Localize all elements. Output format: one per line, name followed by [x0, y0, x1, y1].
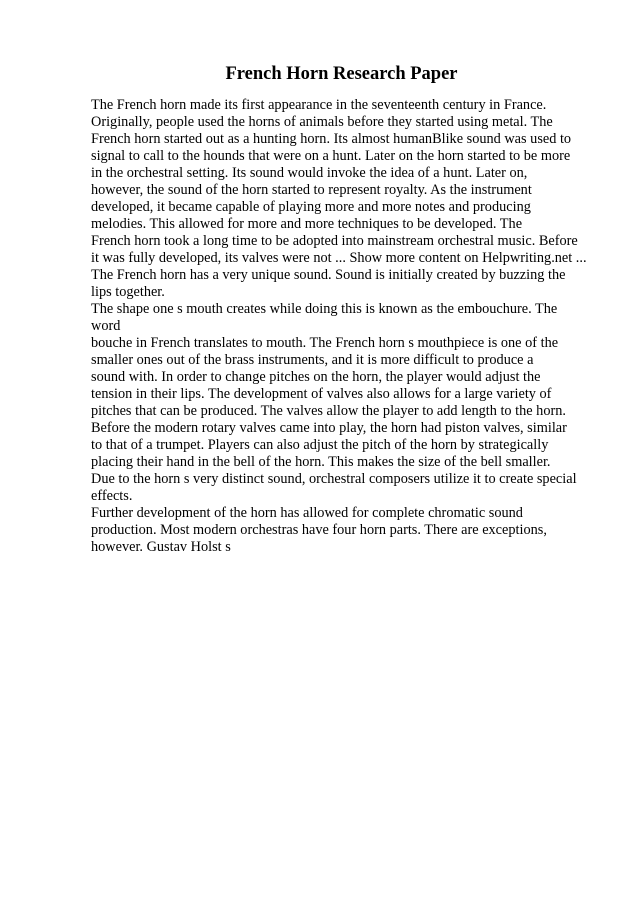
body-line: sound with. In order to change pitches on the horn, the player would adjust the: [91, 369, 541, 385]
body-line: smaller ones out of the brass instruments, and it is more difficult to produce a: [91, 352, 534, 368]
body-line: signal to call to the hounds that were on a hunt. Later on the horn started to be more: [91, 148, 571, 164]
body-line: in the orchestral setting. Its sound would invoke the idea of a hunt. Later on,: [91, 165, 528, 181]
body-line: French horn took a long time to be adopted into mainstream orchestral music. Before: [91, 233, 578, 249]
body-line: bouche in French translates to mouth. The French horn s mouthpiece is one of the: [91, 335, 559, 351]
body-line: pitches that can be produced. The valves allow the player to add length to the horn.: [91, 403, 566, 419]
body-line: lips together.: [91, 284, 165, 300]
body-line: however, the sound of the horn started to represent royalty. As the instrument: [91, 182, 532, 198]
body-line: tension in their lips. The development of valves also allows for a large variety of: [91, 386, 552, 402]
body-line: Before the modern rotary valves came into play, the horn had piston valves, similar: [91, 420, 567, 436]
document-body: [91, 97, 611, 556]
body-line: The French horn made its first appearance in the seventeenth century in France.: [91, 97, 547, 113]
body-line: melodies. This allowed for more and more techniques to be developed. The: [91, 216, 523, 232]
body-line: developed, it became capable of playing more and more notes and producing: [91, 199, 531, 215]
body-line: Originally, people used the horns of animals before they started using metal. The: [91, 114, 553, 130]
body-line: however. Gustav Holst s: [91, 539, 231, 555]
body-line: Further development of the horn has allowed for complete chromatic sound: [91, 505, 523, 521]
body-line: Due to the horn s very distinct sound, orchestral composers utilize it to create special: [91, 471, 577, 487]
body-line: The shape one s mouth creates while doing this is known as the embouchure. The: [91, 301, 558, 317]
document-title: French Horn Research Paper: [225, 64, 458, 84]
body-line: it was fully developed, its valves were not ... Show more content on Helpwriting.net ...: [91, 250, 587, 266]
body-line: placing their hand in the bell of the horn. This makes the size of the bell smaller.: [91, 454, 551, 470]
body-line: to that of a trumpet. Players can also adjust the pitch of the horn by strategically: [91, 437, 549, 453]
body-line: effects.: [91, 488, 133, 504]
body-line: production. Most modern orchestras have four horn parts. There are exceptions,: [91, 522, 547, 538]
body-line: French horn started out as a hunting horn. Its almost humanBlike sound was used to: [91, 131, 572, 147]
body-line: word: [91, 318, 121, 334]
body-line: The French horn has a very unique sound. Sound is initially created by buzzing the: [91, 267, 566, 283]
